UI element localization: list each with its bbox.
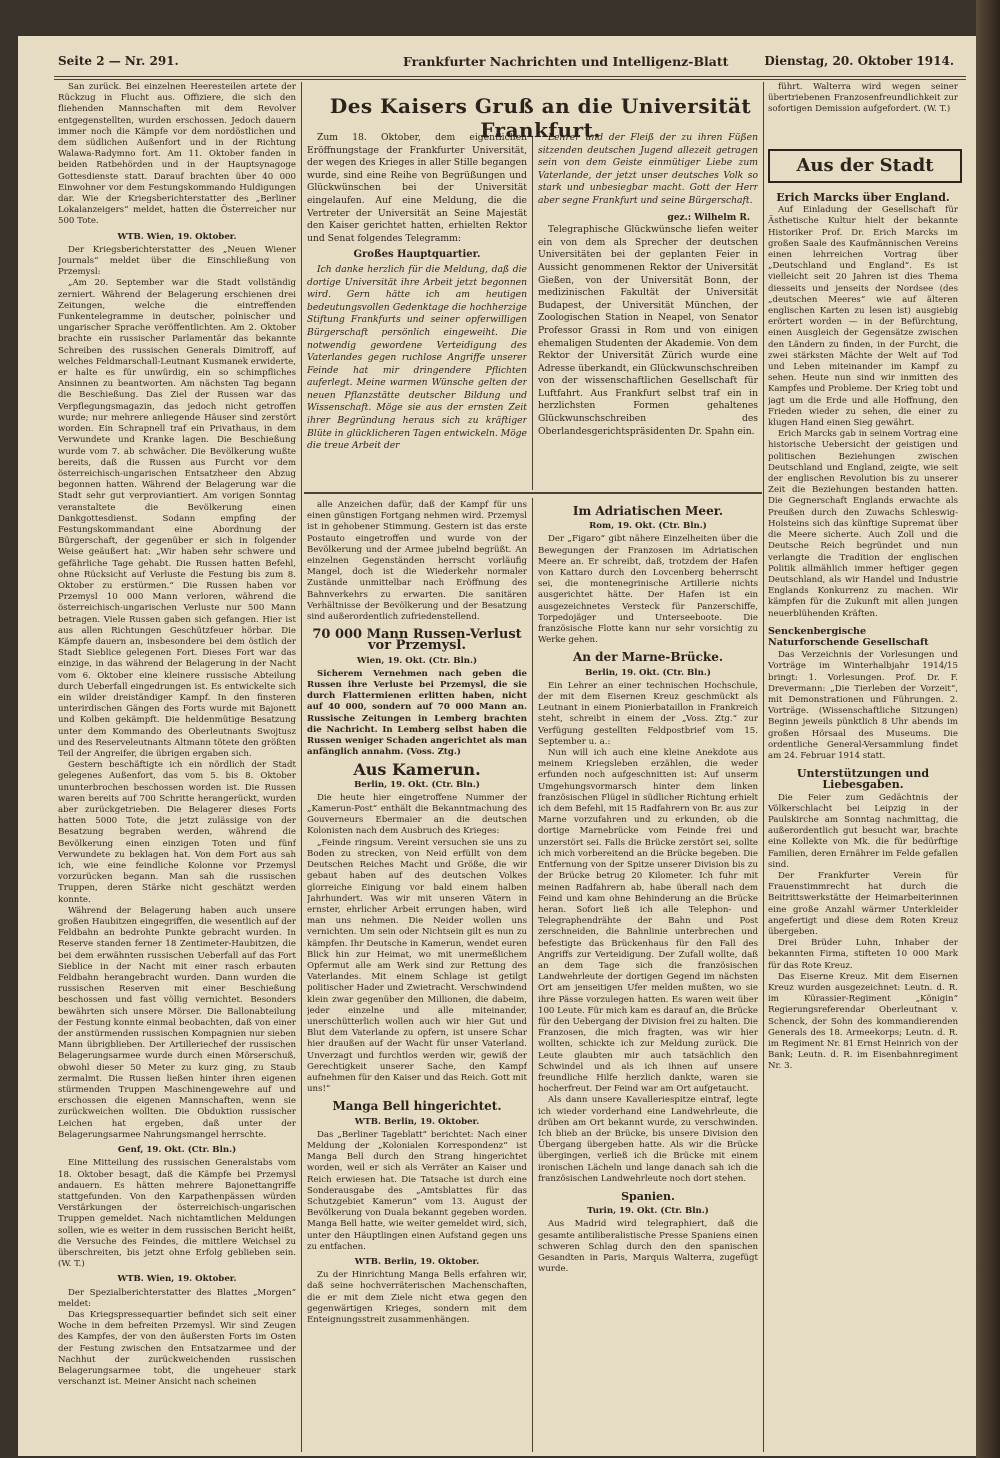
col1-dateline: Genf, 19. Okt. (Ctr. Bln.) bbox=[117, 1145, 237, 1156]
col2-dateline: WTB. Berlin, 19. Oktober. bbox=[354, 1116, 480, 1127]
col4-paragraph: Drei Brüder Luhn, Inhaber der bekannten Firma, stifteten 10 000 Mark für das Rote Kreuz. bbox=[768, 938, 958, 971]
headline-adria: Im Adriatischen Meer. bbox=[572, 504, 724, 518]
column-divider-1 bbox=[301, 82, 302, 1452]
col3-paragraph: Der „Figaro“ gibt nähere Einzelheiten über die Bewegungen der Franzosen im Adriatischen Meere an. Er schreibt, daß, trotzdem der Hafen von Kattaro durch den Lovcenberg beherrscht sei, die montenegrinische Artillerie nichts ausgerichtet hätte. Der Hafen ist ein ausgezeichnetes Versteck für Panzerschiffe, Torpedojäger und Unterseeboote. Die französische Flotte kann nur sehr vorsichtig zu Werke gehen. bbox=[538, 534, 758, 646]
col2-paragraph: Sicherem Vernehmen nach geben die Russen ihre Verluste bei Przemysl, die sie durch Flattermienen erlitten haben, nicht auf 40 000, sondern auf 70 000 Mann an. Russische Zeitungen in Lemberg brachten die Nachricht. In Lemberg selbst haben die Russen weniger Schaden angerichtet als man anfänglich annahm. (Voss. Ztg.) bbox=[307, 668, 527, 758]
col1-dateline: WTB. Wien, 19. Oktober. bbox=[117, 231, 237, 242]
column-divider-2 bbox=[532, 498, 533, 1452]
header-date: Dienstag, 20. Oktober 1914. bbox=[764, 54, 954, 68]
col3-dateline: Berlin, 19. Okt. (Ctr. Bln.) bbox=[585, 667, 711, 678]
col3-dateline: Rom, 19. Okt. (Ctr. Bln.) bbox=[589, 521, 707, 532]
col2-dateline: Wien, 19. Okt. (Ctr. Bln.) bbox=[356, 655, 478, 666]
kaiser-telegram: Ich danke herzlich für die Meldung, daß die dortige Universität ihre Arbeit jetzt begonnen wird. Gern hätte ich am heutigen bedeutungsvollen Gedenktage die hochherzige Stiftung Frankfurts und seiner opferwilligen Bürgerschaft persönlich eingeweiht. Die notwendig gewordene Verteidigung des Vaterlandes gegen ruchlose Angriffe unserer Feinde hat mir dringendere Pflichten auferlegt. Meine warmen Wünsche gelten der neuen Pflanzstätte deutscher Bildung und Wissenschaft. Möge sie aus der ernsten Zeit ihrer Begründung heraus sich zu kräftiger Blüte in glücklicheren Tagen entwickeln. Möge die treue Arbeit der bbox=[307, 263, 527, 452]
header-rule-2 bbox=[54, 79, 966, 80]
col2-paragraph: Das „Berliner Tageblatt“ berichtet: Nach einer Meldung der „Kolonialen Korrespondenz“ ist Manga Bell durch den Strang hingerichtet worden, weil er sich als Verräter an Kaiser und Reich erwiesen hat. Die Tatsache ist durch eine Sonderausgabe des „Amtsblattes für das Schutzgebiet Kamerun“ vom 13. August der Bevölkerung von Duala bekannt gegeben worden. Manga Bell hatte, wie weiter gemeldet wird, sich, unter den Häuptlingen einen Aufstand gegen uns zu entfachen. bbox=[307, 1129, 527, 1252]
col2-paragraph: alle Anzeichen dafür, daß der Kampf für uns einen günstigen Fortgang nehmen wird. Przemysl ist in gehobener Stimmung. Gestern ist das erste Postauto eingetroffen und wurde von der Bevölkerung und der Armee jubelnd begrüßt. An einzelnen Gegenständen herrscht vorläufig Mangel, doch ist die Wiederkehr normaler Zustände unmittelbar nach Eröffnung des Bahnverkehrs zu erwarten. Die sanitären Verhältnisse der Bevölkerung und der Besatzung sind außerordentlich zufriedenstellend. bbox=[307, 500, 527, 623]
col1-dateline: WTB. Wien, 19. Oktober. bbox=[117, 1274, 237, 1285]
header-masthead: Frankfurter Nachrichten und Intelligenz-Blatt bbox=[403, 54, 729, 69]
col3-paragraph: Aus Madrid wird telegraphiert, daß die gesamte antiliberalistische Presse Spaniens einen schweren Schlag durch den den spanischen Gesandten in Paris, Marquis Walterra, zugefügt wurde. bbox=[538, 1219, 758, 1275]
kaiser-article-right bbox=[538, 132, 758, 488]
column-2 bbox=[307, 500, 527, 1452]
kaiser-hq: Großes Hauptquartier. bbox=[353, 249, 481, 261]
col1-paragraph: Der Spezialberichterstatter des Blattes „Morgen“ meldet: bbox=[58, 1287, 296, 1309]
kaiser-paragraph: Lehrer und der Fleiß der zu ihren Füßen sitzenden deutschen Jugend allezeit getragen sein von dem Geiste einmütiger Liebe zum Vaterlande, der jetzt unser deutsches Volk so stark und unbesiegbar macht. Gott der Herr aber segne Frankfurt und seine Bürgerschaft. bbox=[538, 132, 758, 206]
headline-senckenberg: Senckenbergische Naturforschende Gesellschaft bbox=[768, 625, 929, 648]
headline-marcks: Erich Marcks über England. bbox=[776, 191, 950, 204]
headline-kamerun: Aus Kamerun. bbox=[353, 760, 481, 780]
column-1 bbox=[58, 82, 296, 1452]
kaiser-signature: gez.: Wilhelm R. bbox=[667, 212, 750, 223]
col1-paragraph: „Am 20. September war die Stadt vollständig zerniert. Während der Belagerung erschienen drei Zeitungen, welche die eintreffenden Funkentelegramme in deutscher, polnischer und ungarischer Sprache veröffentlichten. Am 2. Oktober brachte ein russischer Parlamentär das bekannte Schreiben des russischen Generals Dimitroff, auf welches Feldmarschall-Leutnant Kusmanek erwiderte, er halte es für unwürdig, ein so schimpfliches Ansinnen zu beantworten. Am nächsten Tag begann die Beschießung. Das Ziel der Russen war das Verpflegungsmagazin, das jedoch nicht getroffen wurde; nur mehrere anliegende Häuser sind zerstört worden. Ein Schrapnell traf ein Privathaus, in dem Verwundete und Kranke lagen. Die Beschießung wurde vom 7. ab schwächer. Die Bevölkerung wußte bereits, daß die Russen aus Furcht vor dem österreichisch-ungarischen Entsatzheer den Abzug begonnen hatten. Während der Belagerung war die Stadt sehr gut verproviantiert. Am vorigen Sonntag veranstaltete die Bevölkerung einen Dankgottesdienst. Sodann empfing der Festungskommandant eine Abordnung der Bürgerschaft, der gegenüber er sich in folgender Weise geäußert hat: „Wir haben sehr schwere und gefährliche Tage gehabt. Die Russen hatten Befehl, ohne Rücksicht auf Verluste die Festung bis zum 8. Oktober zu erstürmen.“ Die Russen haben vor Przemysl 10 000 Mann verloren, während die österreichisch-ungarischen Verluste nur 500 Mann betragen. Viele Russen gaben sich gefangen. Hier ist aus allen Richtungen Geschützfeuer hörbar. Die Kämpfe dauern an, insbesondere bei dem östlich der Stadt Sieblice gelegenen Fort. Dieses Fort war das einzige, in das während der Belagerung in der Nacht vom 6. Oktober eine kleinere russische Abteilung durch Ueberfall eingedrungen ist. Es entwickelte sich ein wilder dreiständiger Kampf. In den finsteren unterirdischen Gängen des Forts wurde mit Bajonett und Kolben gekämpft. Die heldenmütige Besatzung unter dem Kommando des Oberleutnants Swojtusz und des Reserveleutnants Altmann tötete den größten Teil der Angreifer, die übrigen ergaben sich. bbox=[58, 278, 296, 759]
headline-russen-verlust: 70 000 Mann Russen-Verlust vor Przemysl. bbox=[312, 627, 522, 654]
col4-paragraph: Die Feier zum Gedächtnis der Völkerschlacht bei Leipzig in der Paulskirche am Sonntag nachmittag, die außerordentlich gut besucht war, brachte eine Kollekte von Mk. die für bedürftige Familien, deren Ernährer im Felde gefallen sind. bbox=[768, 792, 958, 870]
column-3 bbox=[538, 500, 758, 1452]
col2-paragraph: Zu der Hinrichtung Manga Bells erfahren wir, daß seine hochverräterischen Machenschaften, die er mit dem Ziele nicht etwa gegen den gegenwärtigen Krieges, sondern mit dem Enteignungsstreit zusammenhängen. bbox=[307, 1270, 527, 1326]
col4-paragraph: Erich Marcks gab in seinem Vortrag eine historische Uebersicht der geistigen und politischen Beziehungen zwischen Deutschland und England, zeigte, wie seit der englischen Revolution bis zu unserer Zeit die Beziehungen bestanden hatten. Die Gegnerschaft Englands erwachte als Preußen durch den Zuwachs Schleswig-Holsteins sich das künftige Supremat über die Meere sicherte. Auch Zoll und die Deutsche Reich begründet und nun verlangte die Tradition der englischen Politik allmählich immer heftiger gegen Deutschland, als wir Handel und Industrie Englands Konkurrenz zu machen. Wir kämpfen für die Zukunft mit allen jungen neuerblühenden Kräften. bbox=[768, 429, 958, 619]
col3-paragraph: Nun will ich auch eine kleine Anekdote aus meinem Kriegsleben erzählen, die weder erfunden noch aufgeschnitten ist: Auf unserm Umgehungsvormarsch hinter dem linken französischen Flügel in südlicher Richtung erhielt ich dem Befehl, mit 15 Radfahrern von Br. aus zur Marne vorzufahren und zu erkunden, ob die dortige Marnebrücke vom Feinde frei und unzerstört sei. Falls die Brücke zerstört sei, sollte ich mich vorbereitend an die Brücke begeben. Die Entfernung von der Spitze unserer Division bis zu der Brücke betrug 20 Kilometer. Ich fuhr mit meinen Radfahrern ab, habe überall nach dem Feind und kam ohne Behinderung an die Brücke heran. Sofort ließ ich alle Telephon- und Telegraphendrähte der Bahn und Post zerschneiden, die Bahnlinie unterbrechen und befestigte das Brückenhaus für den Fall des Angriffs zur Verteidigung. Der Zufall wollte, daß an dem Tage sich die französischen Landwehrleute der dortigen Gegend im nächsten Ort am jenseitigen Ufer melden mußten, wo sie ihre Pässe vorzulegen hatten. Es waren weit über 100 Leute. Für mich kam es darauf an, die Brücke für den Uebergang der Division frei zu halten. Die Franzosen, die mich fragten, was wir hier wollten, schickte ich zur Meldung zurück. Die Leute glaubten mir auch tatsächlich den Schwindel und als ich ihnen auf unsere freundliche Hilfe herzlich dankte, waren sie hocherfreut. Der Feind war am Ort aufgetaucht. bbox=[538, 748, 758, 1095]
title-article-bottom-rule bbox=[304, 492, 762, 494]
page-header bbox=[58, 54, 954, 76]
binding-spine bbox=[976, 0, 1000, 1458]
col1-paragraph: Eine Mitteilung des russischen Generalstabs vom 18. Oktober besagt, daß die Kämpfe bei Przemysl andauern. Es hätten mehrere Bajonettangriffe stattgefunden. Von den Karpathenpässen würden Verstärkungen der österreichisch-ungarischen Truppen gemeldet. Nach nichtamtlichen Meldungen sollen, wie es weiter in dem russischen Bericht heißt, die Versuche des Feindes, die mittlere Weichsel zu überschreiten, bis jetzt ohne Erfolg geblieben sein. (W. T.) bbox=[58, 1158, 296, 1270]
article-title: Des Kaisers Gruß an die Universität Frankfurt. bbox=[329, 94, 752, 142]
col4-paragraph: Auf Einladung der Gesellschaft für Ästhetische Kultur hielt der bekannte Historiker Prof. Dr. Erich Marcks im großen Saale des Kaufmännischen Vereins einen lehrreichen Vortrag über „Deutschland und England“. Es ist vielleicht seit 20 Jahren ist dies Thema diesseits und jenseits der Nordsee (des „deutschen Meeres“ wie auf älteren englischen Karten zu lesen ist) ausgiebig erörtert worden — in der Befürchtung, einen Ausgleich der Gegensätze zwischen den Ländern zu finden, in der Furcht, die zwei stärksten Mächte der Welt auf Tod und Leben miteinander im Kampf zu sehen. Heute nun sind wir inmitten des Kampfes und Probleme. Der Krieg tobt und jagt um die Erde und alle Hoffnung, den Frieden wieder zu sehen, die einer zu klugen Hand einen Sieg gewährt. bbox=[768, 205, 958, 429]
col1-paragraph: Der Kriegsberichterstatter des „Neuen Wiener Journals“ meldet über die Einschließung von Przemysl: bbox=[58, 244, 296, 278]
col4-paragraph: Der Frankfurter Verein für Frauenstimmrecht hat durch die Beitrittswerkstätte der Heimarbeiterinnen eine große Anzahl wärmer Unterkleider angefertigt und diese dem Roten Kreuz übergeben. bbox=[768, 870, 958, 937]
col2-dateline: WTB. Berlin, 19. Oktober. bbox=[354, 1257, 480, 1267]
col4-paragraph: Das Verzeichnis der Vorlesungen und Vorträge im Winterhalbjahr 1914/15 bringt: 1. Vorlesungen. Prof. Dr. F. Drevermann: „Die Tierleben der Vorzeit“, mit Demonstrationen und Führungen. 2. Vorträge. (Wissenschaftliche Sitzungen) Beginn jeweils pünktlich 8 Uhr abends im großen Hörsaal des Museums. Die ordentliche General-Versammlung findet am 24. Februar 1914 statt. bbox=[768, 650, 958, 761]
section-label: Aus der Stadt bbox=[796, 155, 934, 176]
col3-paragraph: Ein Lehrer an einer technischen Hochschule, der mit dem Eisernen Kreuz geschmückt als Leutnant in einem Pionierbataillon in Frankreich steht, schreibt in einem der „Voss. Ztg.“ zur Verfügung gestellten Feldpostbrief vom 15. September u. a.: bbox=[538, 680, 758, 747]
col1-paragraph: Gestern beschäftigte ich ein nördlich der Stadt gelegenes Außenfort, das vom 5. bis 8. Oktober ununterbrochen beschossen worden ist. Die Russen waren bereits auf 700 Schritte herangerückt, wurden aber zurückgetrieben. Die Belagerer dieses Forts hatten 5000 Tote, die jetzt zulässige von der Besatzung begraben werden, während die Bevölkerung einen einzigen Toten und fünf Verwundete zu beklagen hat. Von dem Fort aus sah ich, wie eine feindliche Kolonne vor Przemysl vorzurücken begann. Man sah die russischen Truppen, deren Stärke nicht geschätzt werden konnte. bbox=[58, 760, 296, 905]
kaiser-paragraph: Zum 18. Oktober, dem eigentlichen Eröffnungstage der Frankfurter Universität, der wegen des Krieges in aller Stille begangen wurde, sind eine Reihe von Begrüßungen und Glückwünschen bei der Universität eingelaufen. Auf eine Meldung, die die Vertreter der Universität an Seine Majestät den Kaiser gerichtet hatten, erhielten Rektor und Senat folgendes Telegramm: bbox=[307, 132, 527, 244]
header-rule bbox=[54, 76, 966, 77]
header-page-number: Seite 2 — Nr. 291. bbox=[58, 54, 179, 68]
column-4-intro bbox=[768, 82, 958, 148]
kaiser-paragraph: Telegraphische Glückwünsche liefen weiter ein von dem als Sprecher der deutschen Universitäten bei der geplanten Feier in Aussicht genommenen Rektor der Universität Gießen, von der Universität Bonn, der medizinischen Fakultät der Universität Budapest, der Universität München, der Zoologischen Station in Neapel, von Senator Professor Grassi in Rom und von einigen ehemaligen Studenten der Akademie. Von dem Rektor der Universität Zürich wurde eine Adresse überkandt, ein Glückwunschschreiben von der wissenschaftlichen Gesellschaft für Luftfahrt. Aus Frankfurt selbst traf ein in herzlichsten Formen gehaltenes Glückwunschschreiben des Oberlandesgerichtspräsidenten Dr. Spahn ein. bbox=[538, 224, 758, 437]
headline-marne: An der Marne-Brücke. bbox=[572, 650, 724, 665]
newspaper-page bbox=[18, 36, 976, 1456]
col2-dateline: Berlin, 19. Okt. (Ctr. Bln.) bbox=[354, 779, 480, 790]
headline-unterstuetzungen: Unterstützungen und Liebesgaben. bbox=[796, 767, 930, 792]
col2-paragraph: Die heute hier eingetroffene Nummer der „Kamerun-Post“ enthält die Bekanntmachung des Gouverneurs Ebermaier an die deutschen Kolonisten nach dem Ausbruch des Krieges: bbox=[307, 792, 527, 837]
headline-manga-bell: Manga Bell hingerichtet. bbox=[332, 1099, 502, 1114]
col4-paragraph: Das Eiserne Kreuz. Mit dem Eisernen Kreuz wurden ausgezeichnet: Leutn. d. R. im Kürassier-Regiment „Königin“ Regierungsreferendar Oberleutnant v. Schenck, der Sohn des kommandierenden Generals des 18. Armeekorps; Leutn. d. R. im Regiment Nr. 81 Ernst Heinrich von der Bank; Leutn. d. R. im Eisenbahnregiment Nr. 3. bbox=[768, 971, 958, 1072]
col2-paragraph: „Feinde ringsum. Vereint versuchen sie uns zu Boden zu strecken, von Neid erfüllt von dem Deutschen Reiches Macht und Größe, die wir gebaut haben auf des deutschen Volkes glorreiche Einigung vor bald einem halben Jahrhundert. Was wir mit unseren Vätern in ernster, ehrlicher Arbeit errungen haben, wird man uns nehmen. Die Neider wollen uns vernichten. Um sein oder Nichtsein gilt es nun zu kämpfen. Ihr Deutsche in Kamerun, wendet euren Blick hin zur Heimat, wo mit unermeßlichem Opfermut alle am Werk sind zur Rettung des Vaterlandes. Mit einem Schlage ist getilgt politischer Hader und Zwietracht. Verschwindend klein zwar gegenüber den Millionen, die dabeim, jeder einzelne und alle miteinander, unerschütterlich wollen auch wir hier Gut und Blut dem Vaterlande zu opfern, ist unsere Schar hier draußen auf der Wacht für unser Vaterland. Unverzagt und furchtlos werden wir, gewiß der Gerechtigkeit unserer Sache, den Kampf aufnehmen für den Kaiser und das Reich. Gott mit uns!“ bbox=[307, 837, 527, 1095]
col3-dateline: Turin, 19. Okt. (Ctr. Bln.) bbox=[587, 1206, 709, 1217]
col1-paragraph: San zurück. Bei einzelnen Heeresteilen artete der Rückzug in Flucht aus. Offiziere, die sich den fliehenden Mannschaften mit dem Revolver entgegenstellten, wurden erschossen. Jedoch dauern immer noch die Kämpfe vor dem nordöstlichen und dem südlichen Außenfort und in der Richtung Walawa-Radymno fort. Am 11. Oktober fanden in beiden Ratbehörden und in der Hauptsynagoge Gottesdienste statt. Darauf brachten über 40 000 Einwohner vor dem Festungskommando Huldigungen dar. Wie der Kriegsberichterstatter des „Berliner Lokalanzeigers“ meldet, hatten die Österreicher nur 500 Tote. bbox=[58, 82, 296, 227]
headline-spanien: Spanien. bbox=[621, 1189, 675, 1203]
column-4 bbox=[768, 186, 958, 1452]
kaiser-article-left bbox=[307, 132, 527, 488]
section-box-aus-der-stadt bbox=[768, 149, 962, 183]
column-divider-3 bbox=[763, 82, 764, 1452]
col1-paragraph: Das Kriegspressequartier befindet sich seit einer Woche in dem befreiten Przemysl. Wir sind Zeugen des Kampfes, der von den äußersten Forts im Osten der Festung zwischen den Entsatzarmee und der Nachhut der zurückweichenden russischen Belagerungsarmee tobt, die ungeheuer stark verschanzt ist. Meiner Ansicht nach scheinen bbox=[58, 1309, 296, 1388]
column-divider-top bbox=[532, 136, 533, 490]
col1-paragraph: Während der Belagerung haben auch unsere großen Haubitzen eingegriffen, die wesentlich auf der Feldbahn an bedrohte Punkte gebracht wurden. In Reserve standen ferner 18 Zentimeter-Haubitzen, die bei dem erwähnten russischen Ueberfall auf das Fort Sieblice in der Nacht mit einer rasch erbauten Feldbahn herangebracht wurden. Dann wurden die russischen Reserven mit einer Beschießung beschossen und fast völlig vernichtet. Besonders bewährten sich unsere Mörser. Die Ballonabteilung der Festung konnte einmal beobachten, daß von einer der anstürmenden russischen Kompagnien nur sieben Mann übrigblieben. Der Artilleriechef der russischen Belagerungsarmee wurde durch einen Mörserschuß, obwohl dieser 50 Meter zu kurz ging, zu Staub zermalmt. Die Russen ließen hinter ihren eigenen stürmenden Truppen Maschinengewehre auf und erschossen die eigenen Mannschaften, wenn sie zurückweichen wollten. Die Obduktion russischer Leichen hat ergeben, daß unter der Belagerungsarmee Nahrungsmangel herrschte. bbox=[58, 905, 296, 1140]
col3-paragraph: Als dann unsere Kavalleriespitze eintraf, legte ich wieder vorderhand eine Landwehrleute, die drüben am Ort bekannt wurde, zu verschwinden. Ich blieb an der Brücke, bis unsere Division den Übergang übergeben hatte. Als wir die Brücke übergingen, verließ ich die Brücke mit einem ironischen Lächeln und lange danach sah ich die französischen Landwehrleute noch dort stehen. bbox=[538, 1095, 758, 1184]
col4-paragraph: führt. Walterra wird wegen seiner übertriebenen Franzosenfreundlichkeit zur sofortigen Demission aufgefordert. (W. T.) bbox=[768, 82, 958, 115]
